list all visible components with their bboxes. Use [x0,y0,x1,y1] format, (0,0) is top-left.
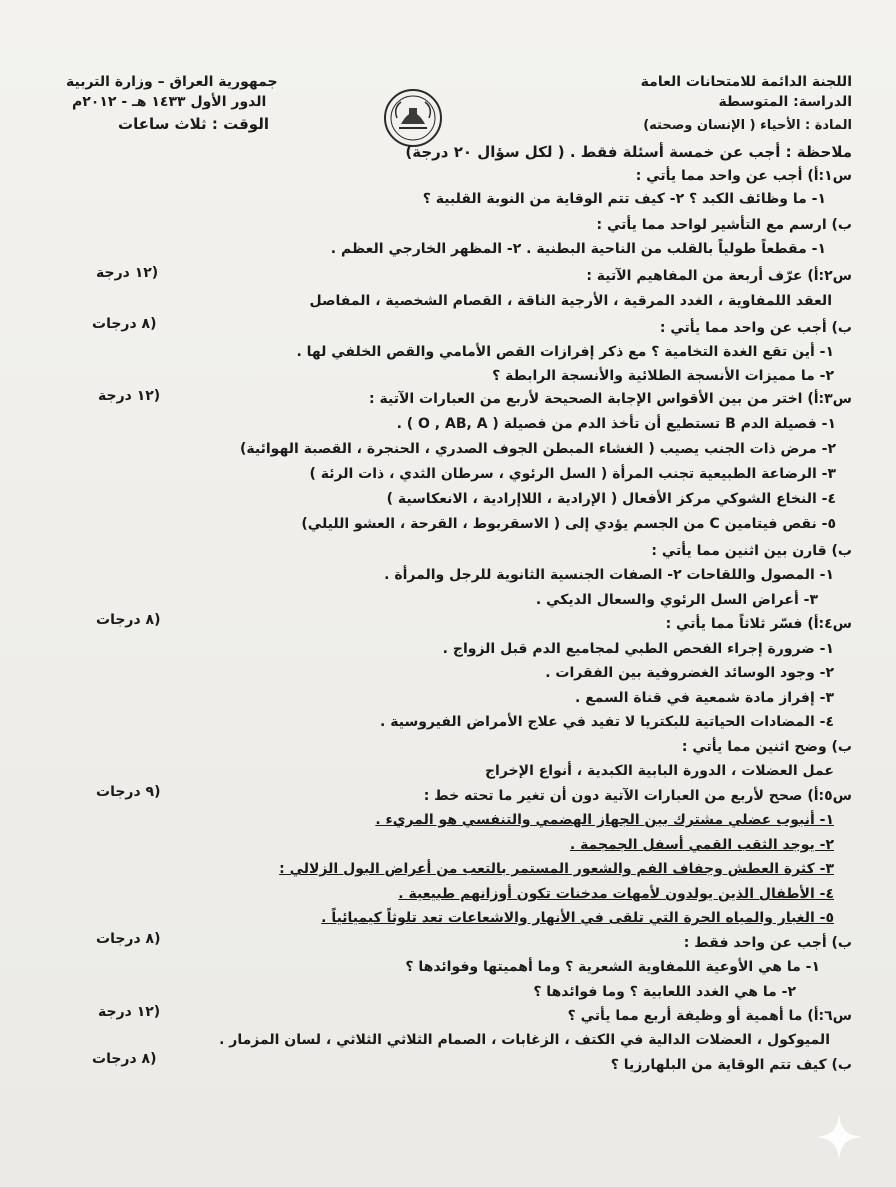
q5-a-item-2: ٢- يوجد الثقب القمي أسفل الجمجمة . [569,837,834,853]
q4-b: ب) وضح اثنين مما يأتي : [681,739,852,755]
subject: المادة : الأحياء ( الإنسان وصحته) [643,118,852,133]
q3-b-items: ١- المصول واللقاحات ٢- الصفات الجنسية الثانوية للرجل والمرأة . [384,567,834,583]
q2-a-items: العقد اللمفاوية ، الغدد المرقية ، الأرجية الناقة ، القصام الشخصية ، المفاصل [309,293,832,309]
q6-a: س٦:أ) ما أهمية أو وظيفة أربع مما يأتي ؟ [567,1008,852,1024]
q5-a-mark: (٩ درجات [96,784,161,800]
q2-b-item-1: ١- أين تقع الغدة التخامية ؟ مع ذكر إفرازات القص الأمامي والقص الخلفي لها . [296,344,834,360]
q5-b-item-1: ١- ما هي الأوعية اللمفاوية الشعرية ؟ وما أهميتها وفوائدها ؟ [405,959,820,975]
q5-a-item-5: ٥- الغبار والمياه الحرة التي تلقى في الأنهار والاشعاعات تعد تلوثاً كيميائياً . [321,910,834,926]
q6-a-mark: (١٢ درجة [98,1004,161,1020]
q4-a-item-1: ١- ضرورة إجراء الفحص الطبي لمجاميع الدم قبل الزواج . [442,641,834,657]
q3-b: ب) قارن بين اثنين مما يأتي : [651,543,852,559]
q3-a-item-1: ١- فصيلة الدم B تستطيع أن تأخذ الدم من فصيلة ( O , AB, A ) . [396,416,836,432]
q3-a-item-4: ٤- النخاع الشوكي مركز الأفعال ( الإرادية ، اللاإرادية ، الانعكاسية ) [386,491,836,507]
q2-b: ب) أجب عن واحد مما يأتي : [659,320,852,336]
q6-b: ب) كيف تتم الوقاية من البلهارزيا ؟ [610,1057,852,1073]
exam-session: الدور الأول ١٤٣٣ هـ - ٢٠١٢م [72,94,267,110]
q4-a: س٤:أ) فسّر ثلاثاً مما يأتي : [665,616,852,632]
q3-a-item-3: ٣- الرضاعة الطبيعية تجنب المرأة ( السل الرئوي ، سرطان الثدي ، ذات الرئة ) [309,466,836,482]
q5-a-item-3: ٣- كثرة العطش وجفاف الفم والشعور المستمر بالتعب من أعراض البول الزلالي : [279,861,834,877]
q3-a-mark: (١٢ درجة [98,388,161,404]
study-level: الدراسة: المتوسطة [718,94,852,110]
q5-a-item-1: ١- أنبوب عضلي مشترك بين الجهاز الهضمي والتنفسي هو المريء . [375,812,834,828]
q2-b-item-2: ٢- ما مميزات الأنسجة الطلائية والأنسجة الرابطة ؟ [492,368,834,384]
ministry-seal-icon [383,88,443,148]
q4-a-item-4: ٤- المضادات الحياتية للبكتريا لا تفيد في علاج الأمراض الفيروسية . [380,714,834,730]
q2-a-mark: (١٢ درجة [96,265,159,281]
q1-a: س١:أ) أجب عن واحد مما يأتي : [635,168,852,184]
q5-b-mark: (٨ درجات [96,931,161,947]
q3-a-item-5: ٥- نقص فيتامين C من الجسم يؤدي إلى ( الاسقربوط ، القرحة ، العشو الليلي) [301,516,836,532]
q3-a: س٣:أ) اختر من بين الأقواس الإجابة الصحيحة لأربع من العبارات الآتية : [369,391,852,407]
exam-note: ملاحظة : أجب عن خمسة أسئلة فقط . ( لكل سؤال ٢٠ درجة) [405,143,852,161]
q4-a-item-2: ٢- وجود الوسائد الغضروفية بين الفقرات . [545,665,834,681]
q2-b-mark: (٨ درجات [92,316,157,332]
q5-a: س٥:أ) صحح لأربع من العبارات الآتية دون أن تغير ما تحته خط : [423,788,852,804]
q1-b-items: ١- مقطعاً طولياً بالقلب من الناحية البطنية . ٢- المظهر الخارجي العظم . [330,241,826,257]
q2-a: س٢:أ) عرّف أربعة من المفاهيم الآتية : [586,268,852,284]
committee-name: اللجنة الدائمة للامتحانات العامة [640,74,852,90]
q4-b-items: عمل العضلات ، الدورة البابية الكبدية ، أنواع الإخراج [484,763,834,779]
exam-duration: الوقت : ثلاث ساعات [118,115,269,133]
q1-b: ب) ارسم مع التأشير لواحد مما يأتي : [596,217,852,233]
q1-a-items: ١- ما وظائف الكبد ؟ ٢- كيف تتم الوقاية من النوبة القلبية ؟ [422,191,826,207]
country-ministry: جمهورية العراق – وزارة التربية [66,74,278,90]
q6-b-mark: (٨ درجات [92,1051,157,1067]
q5-a-item-4: ٤- الأطفال الذين يولدون لأمهات مدخنات تكون أوزانهم طبيعية . [398,886,834,902]
q5-b-item-2: ٢- ما هي الغدد اللعابية ؟ وما فوائدها ؟ [533,984,796,1000]
q3-b-item-3: ٣- أعراض السل الرئوي والسعال الديكي . [535,592,818,608]
q4-a-item-3: ٣- إفراز مادة شمعية في قناة السمع . [575,690,834,706]
q3-a-item-2: ٢- مرض ذات الجنب يصيب ( الغشاء المبطن الجوف الصدري ، الحنجرة ، القصبة الهوائية) [240,441,836,457]
q5-b: ب) أجب عن واحد فقط : [683,935,852,951]
q4-a-mark: (٨ درجات [96,612,161,628]
q6-a-items: الميوكول ، العضلات الدالية في الكتف ، الزغابات ، الصمام الثلاثي الثلاثي ، لسان المزمار . [219,1032,830,1048]
sparkle-icon [814,1112,864,1162]
